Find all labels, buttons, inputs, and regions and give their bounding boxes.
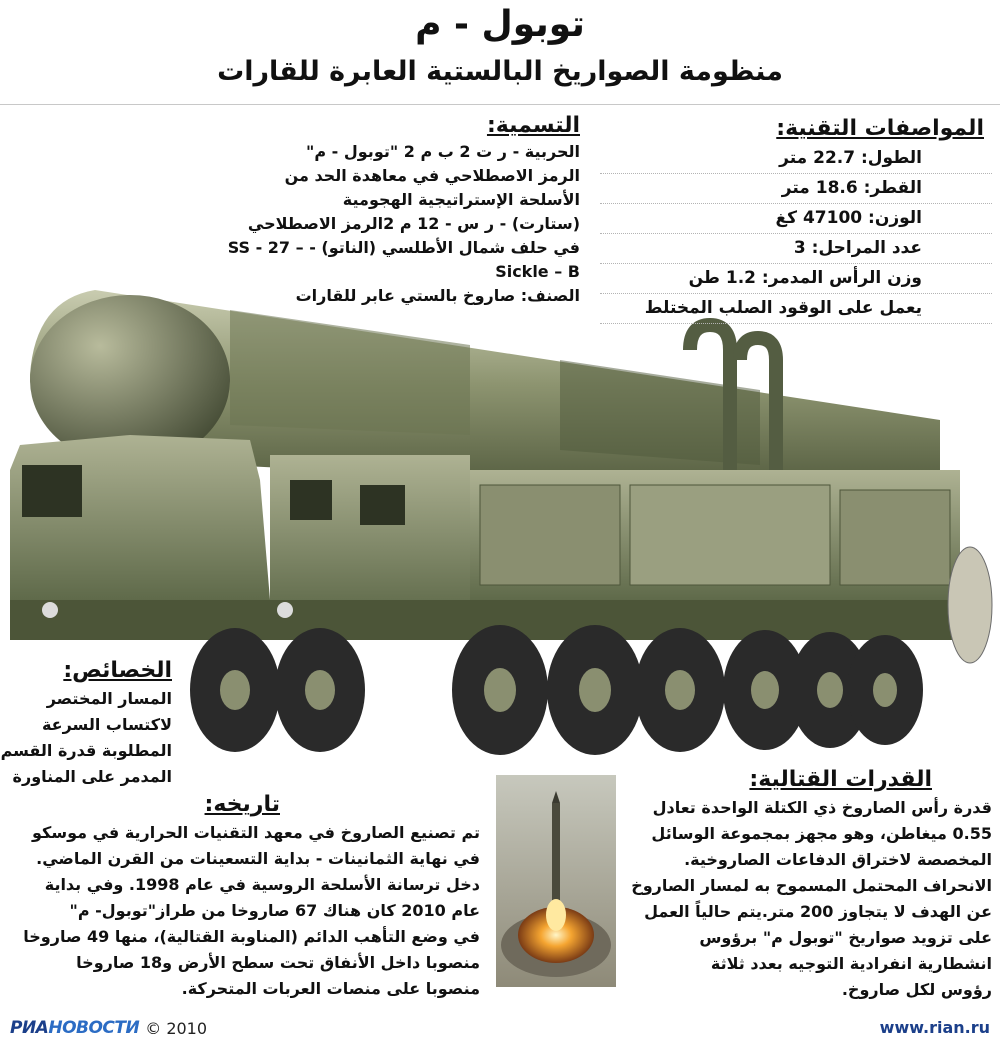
spec-warhead-weight: وزن الرأس المدمر: 1.2 طن <box>600 264 992 294</box>
spec-weight: الوزن: 47100 كغ <box>600 204 992 234</box>
naming-line: (ستارت) - ر س - 12 م 2الرمز الاصطلاحي <box>247 214 580 233</box>
logo-novosti-text: НОВОСТИ <box>48 1018 140 1038</box>
history-line: في نهاية الثمانينات - بداية التسعينات من القرن الماضي. <box>36 849 480 868</box>
history-line: في وضع التأهب الدائم (المناوبة القتالية)، منها 49 صاروخا <box>23 927 480 946</box>
history-line: منصوبا داخل الأنفاق تحت سطح الأرض و18 صاروخا <box>76 953 480 972</box>
page-title: توبول - م <box>415 4 585 45</box>
combat-line: قدرة رأس الصاروخ ذي الكتلة الواحدة تعادل <box>652 798 992 817</box>
combat-line: عن الهدف لا يتجاوز 200 متر.يتم حالياً العمل <box>644 902 992 921</box>
combat-line: رؤوس لكل صاروخ. <box>841 980 992 999</box>
features-line: المطلوبة قدرة القسم <box>0 741 172 760</box>
combat-line: 0.55 ميغاطن، وهو مجهز بمجموعة الوسائل <box>651 824 992 843</box>
specs-section <box>600 114 992 324</box>
naming-heading: التسمية: <box>486 113 580 138</box>
spec-diameter: القطر: 18.6 متر <box>600 174 992 204</box>
ria-novosti-logo <box>10 1018 207 1038</box>
history-heading: تاريخه: <box>204 792 280 817</box>
spec-stages: عدد المراحل: 3 <box>600 234 992 264</box>
combat-line: الانحراف المحتمل المسموح به لمسار الصاروخ <box>631 876 992 895</box>
features-line: المدمر على المناورة <box>12 767 172 786</box>
history-line: تم تصنيع الصاروخ في معهد التقنيات الحرارية في موسكو <box>32 823 480 842</box>
history-line: عام 2010 كان هناك 67 صاروخا من طراز"توبول- م" <box>69 901 480 920</box>
combat-line: على تزويد صواريخ "توبول م" برؤوس <box>699 928 992 947</box>
missile-launch-photo <box>496 775 616 987</box>
combat-heading: القدرات القتالية: <box>749 767 932 792</box>
spec-fuel: يعمل على الوقود الصلب المختلط <box>600 294 992 324</box>
combat-line: انشطارية انفرادية التوجيه بعدد ثلاثة <box>710 954 992 973</box>
naming-line: الرمز الاصطلاحي في معاهدة الحد من <box>284 166 580 185</box>
naming-line: الأسلحة الإستراتيجية الهجومية <box>342 190 580 209</box>
specs-heading: المواصفات التقنية: <box>776 116 984 141</box>
features-heading: الخصائص: <box>63 658 172 683</box>
features-line: المسار المختصر <box>46 689 172 708</box>
site-link[interactable]: www.rian.ru <box>879 1018 990 1037</box>
header-divider <box>0 104 1000 105</box>
spec-length: الطول: 22.7 متر <box>600 144 992 174</box>
logo-ria-text: РИА <box>10 1018 49 1038</box>
features-line: لاكتساب السرعة <box>41 715 172 734</box>
naming-section <box>200 112 580 308</box>
naming-line: الصنف: صاروخ بالستي عابر للقارات <box>295 286 580 305</box>
copyright: © 2010 <box>145 1018 208 1038</box>
features-section <box>0 656 172 790</box>
combat-line: المخصصة لاختراق الدفاعات الصاروخية. <box>684 850 992 869</box>
naming-line: في حلف شمال الأطلسي (الناتو) - SS - 27 – Sickle – B <box>227 238 580 281</box>
history-section <box>10 790 480 1002</box>
page-subtitle: منظومة الصواريخ البالستية العابرة للقارات <box>217 56 783 87</box>
history-line: دخل ترسانة الأسلحة الروسية في عام 1998. وفي بداية <box>44 875 480 894</box>
naming-line: الحربية - ر ت 2 ب م 2 "توبول - م" <box>306 142 580 161</box>
combat-section <box>622 765 992 1003</box>
history-line: منصوبا على منصات العربات المتحركة. <box>181 979 480 998</box>
